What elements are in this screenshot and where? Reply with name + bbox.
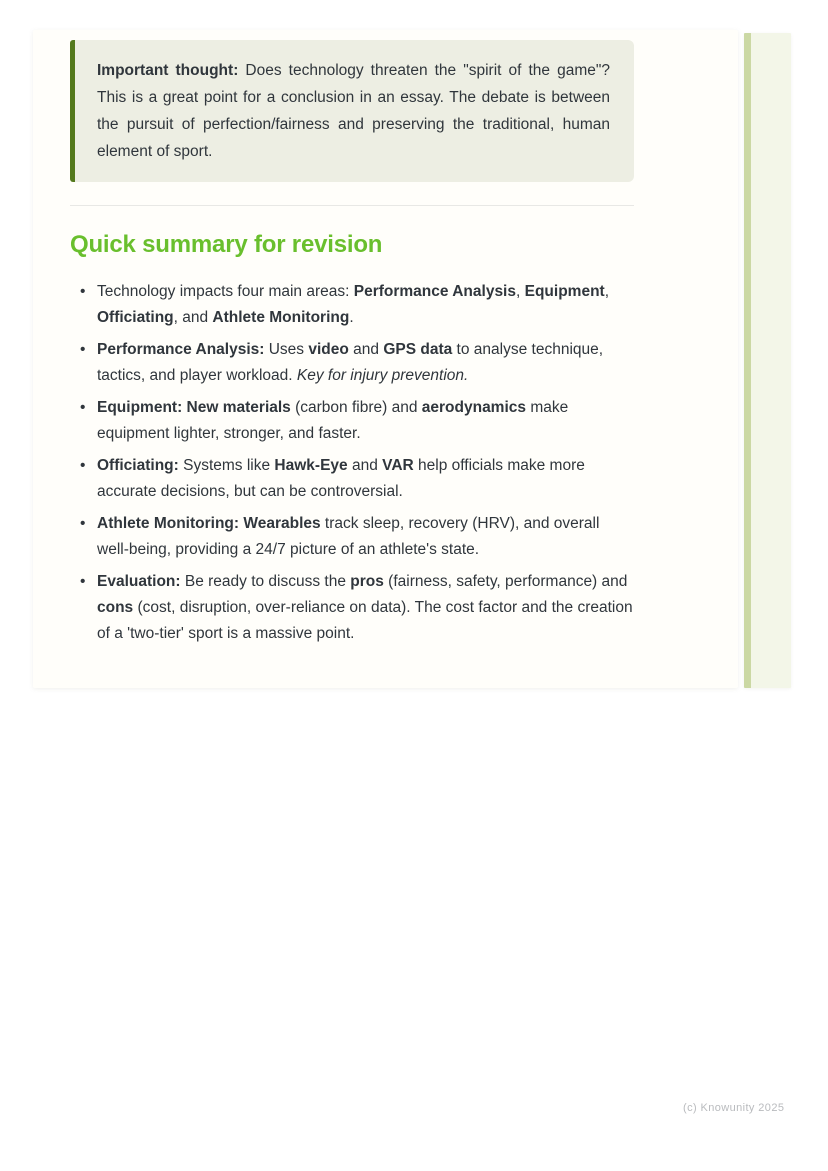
list-item: [70, 453, 634, 505]
text-segment: to analyse technique, tactics, and player workload.: [97, 341, 604, 384]
list-item: [70, 395, 634, 447]
text-segment: aerodynamics: [421, 399, 527, 416]
text-segment: pros: [350, 573, 384, 590]
text-segment: help officials make more accurate decisions, but can be controversial.: [97, 457, 585, 500]
text-segment: Officiating:: [97, 457, 179, 474]
text-segment: and: [347, 457, 383, 474]
text-segment: Evaluation:: [97, 573, 181, 590]
text-segment: make equipment lighter, stronger, and faster.: [97, 399, 569, 442]
next-page-edge[interactable]: [744, 33, 791, 688]
important-thought-callout: [70, 40, 634, 182]
text-segment: Key for injury prevention.: [296, 367, 469, 384]
text-segment: Officiating: [97, 309, 174, 326]
text-segment: Performance Analysis: [353, 283, 516, 300]
list-item: [70, 337, 634, 389]
text-segment: Athlete Monitoring: [212, 309, 350, 326]
text-segment: cons: [97, 599, 134, 616]
text-segment: (fairness, safety, performance) and: [383, 573, 628, 590]
text-segment: Equipment: New materials: [97, 399, 291, 416]
text-segment: ,: [516, 283, 525, 300]
text-segment: track sleep, recovery (HRV), and overall well-being, providing a 24/7 picture of an athlete's state.: [97, 515, 600, 558]
summary-list: [70, 279, 634, 647]
text-segment: .: [349, 309, 354, 326]
page-content: [70, 40, 634, 653]
text-segment: Equipment: [524, 283, 605, 300]
section-heading: Quick summary for revision: [70, 231, 383, 258]
text-segment: Uses: [264, 341, 309, 358]
list-item: [70, 511, 634, 563]
list-item: [70, 569, 634, 647]
text-segment: Be ready to discuss the: [180, 573, 351, 590]
text-segment: (cost, disruption, over-reliance on data). The cost factor and the creation of a 'two-tier' sport is a massive point.: [97, 599, 633, 642]
list-item: [70, 279, 634, 331]
text-segment: Systems like: [178, 457, 275, 474]
text-segment: and: [348, 341, 384, 358]
text-segment: Athlete Monitoring: Wearables: [97, 515, 321, 532]
text-segment: video: [308, 341, 349, 358]
text-segment: Technology impacts four main areas:: [97, 283, 354, 300]
text-segment: Performance Analysis:: [97, 341, 265, 358]
callout-text: [97, 57, 610, 165]
text-segment: ,: [604, 283, 610, 300]
text-segment: Important thought:: [97, 62, 239, 79]
text-segment: (carbon fibre) and: [290, 399, 422, 416]
text-segment: , and: [173, 309, 213, 326]
text-segment: GPS data: [383, 341, 453, 358]
section-divider: [70, 205, 634, 206]
text-segment: VAR: [382, 457, 414, 474]
document-page: [33, 30, 738, 688]
text-segment: Does technology threaten the "spirit of the game"? This is a great point for a conclusion in an essay. The debate is between the pursuit of perfection/fairness and preserving the traditional, human element of sport.: [97, 62, 610, 160]
footer-credit: (c) Knowunity 2025: [683, 1102, 785, 1114]
text-segment: Hawk-Eye: [274, 457, 348, 474]
